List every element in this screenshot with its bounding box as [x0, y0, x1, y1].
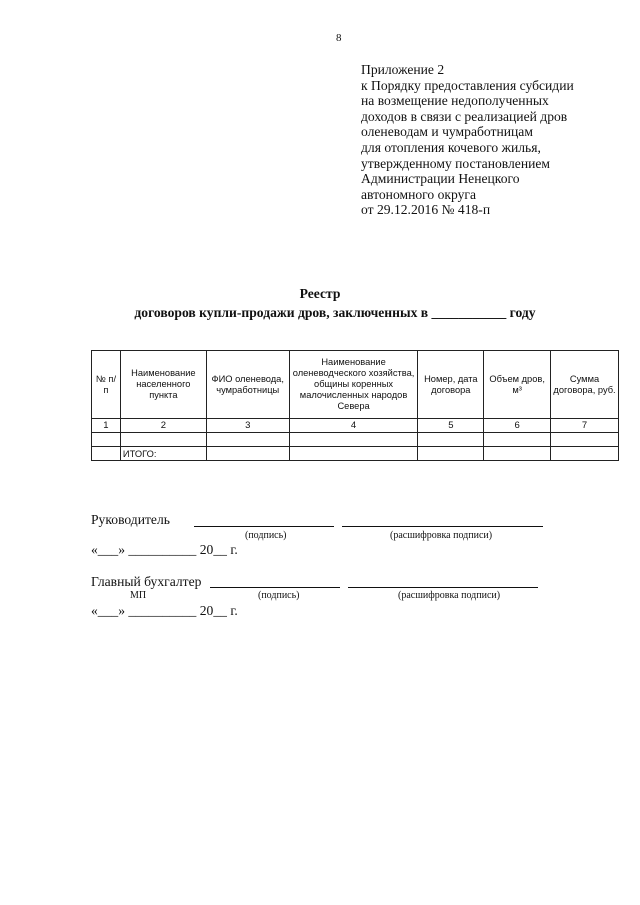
table-cell	[484, 433, 551, 447]
header-cell-amount: Сумма договора, руб.	[551, 351, 619, 419]
head-signature-caption: (подпись)	[245, 530, 287, 541]
table-total-row	[92, 447, 619, 461]
table-cell	[206, 433, 289, 447]
appendix-block	[361, 62, 621, 218]
table-row	[92, 433, 619, 447]
table-cell	[484, 447, 551, 461]
head-decryption-caption: (расшифровка подписи)	[390, 530, 493, 541]
table-header-row	[92, 351, 619, 419]
appendix-line: для отопления кочевого жилья,	[361, 139, 541, 155]
column-number: 7	[551, 419, 619, 433]
table-cell	[551, 447, 619, 461]
table-cell	[120, 433, 206, 447]
appendix-line: доходов в связи с реализацией дров	[361, 108, 568, 124]
appendix-line: к Порядку предоставления субсидии	[361, 77, 574, 93]
accountant-decryption-caption: (расшифровка подписи)	[398, 590, 501, 601]
total-label: ИТОГО:	[120, 447, 206, 461]
column-number: 4	[289, 419, 418, 433]
accountant-decryption-line	[348, 587, 538, 588]
column-number: 5	[418, 419, 484, 433]
page-number: 8	[336, 32, 342, 44]
accountant-signature-line	[210, 587, 340, 588]
document-subtitle: договоров купли-продажи дров, заключенных в ___________ году	[134, 305, 536, 320]
table-numbers-row	[92, 419, 619, 433]
header-cell-farm: Наименование оленеводческого хозяйства, общины коренных малочисленных народов Севера	[289, 351, 418, 419]
header-cell-number: № п/п	[92, 351, 121, 419]
head-signature-line	[194, 526, 334, 527]
appendix-line: на возмещение недополученных	[361, 93, 549, 109]
appendix-line: Администрации Ненецкого	[361, 171, 520, 187]
appendix-line: утвержденному постановлением	[361, 155, 551, 171]
header-cell-settlement: Наименование населенного пункта	[120, 351, 206, 419]
appendix-line: автономного округа	[361, 186, 477, 202]
document-title: Реестр	[299, 286, 341, 301]
table-cell	[418, 447, 484, 461]
seal-caption: МП	[130, 590, 147, 601]
accountant-signature-caption: (подпись)	[258, 590, 300, 601]
header-cell-contract: Номер, дата договора	[418, 351, 484, 419]
registry-table	[91, 350, 619, 461]
table-cell	[289, 447, 418, 461]
appendix-line: Приложение 2	[361, 62, 445, 77]
head-label: Руководитель	[91, 512, 170, 527]
table-cell	[418, 433, 484, 447]
column-number: 1	[92, 419, 121, 433]
accountant-date-line: «___» __________ 20__ г.	[91, 603, 238, 618]
table-cell	[92, 433, 121, 447]
chief-accountant-label: Главный бухгалтер	[91, 574, 202, 589]
table-cell	[92, 447, 121, 461]
head-date-line: «___» __________ 20__ г.	[91, 542, 238, 557]
header-cell-volume: Объем дров, м³	[484, 351, 551, 419]
table-cell	[551, 433, 619, 447]
head-decryption-line	[342, 526, 543, 527]
appendix-line: оленеводам и чумработницам	[361, 124, 533, 140]
column-number: 3	[206, 419, 289, 433]
table-cell	[206, 447, 289, 461]
table-cell	[289, 433, 418, 447]
header-cell-name: ФИО оленевода, чумработницы	[206, 351, 289, 419]
appendix-line: от 29.12.2016 № 418-п	[361, 202, 491, 218]
column-number: 6	[484, 419, 551, 433]
column-number: 2	[120, 419, 206, 433]
